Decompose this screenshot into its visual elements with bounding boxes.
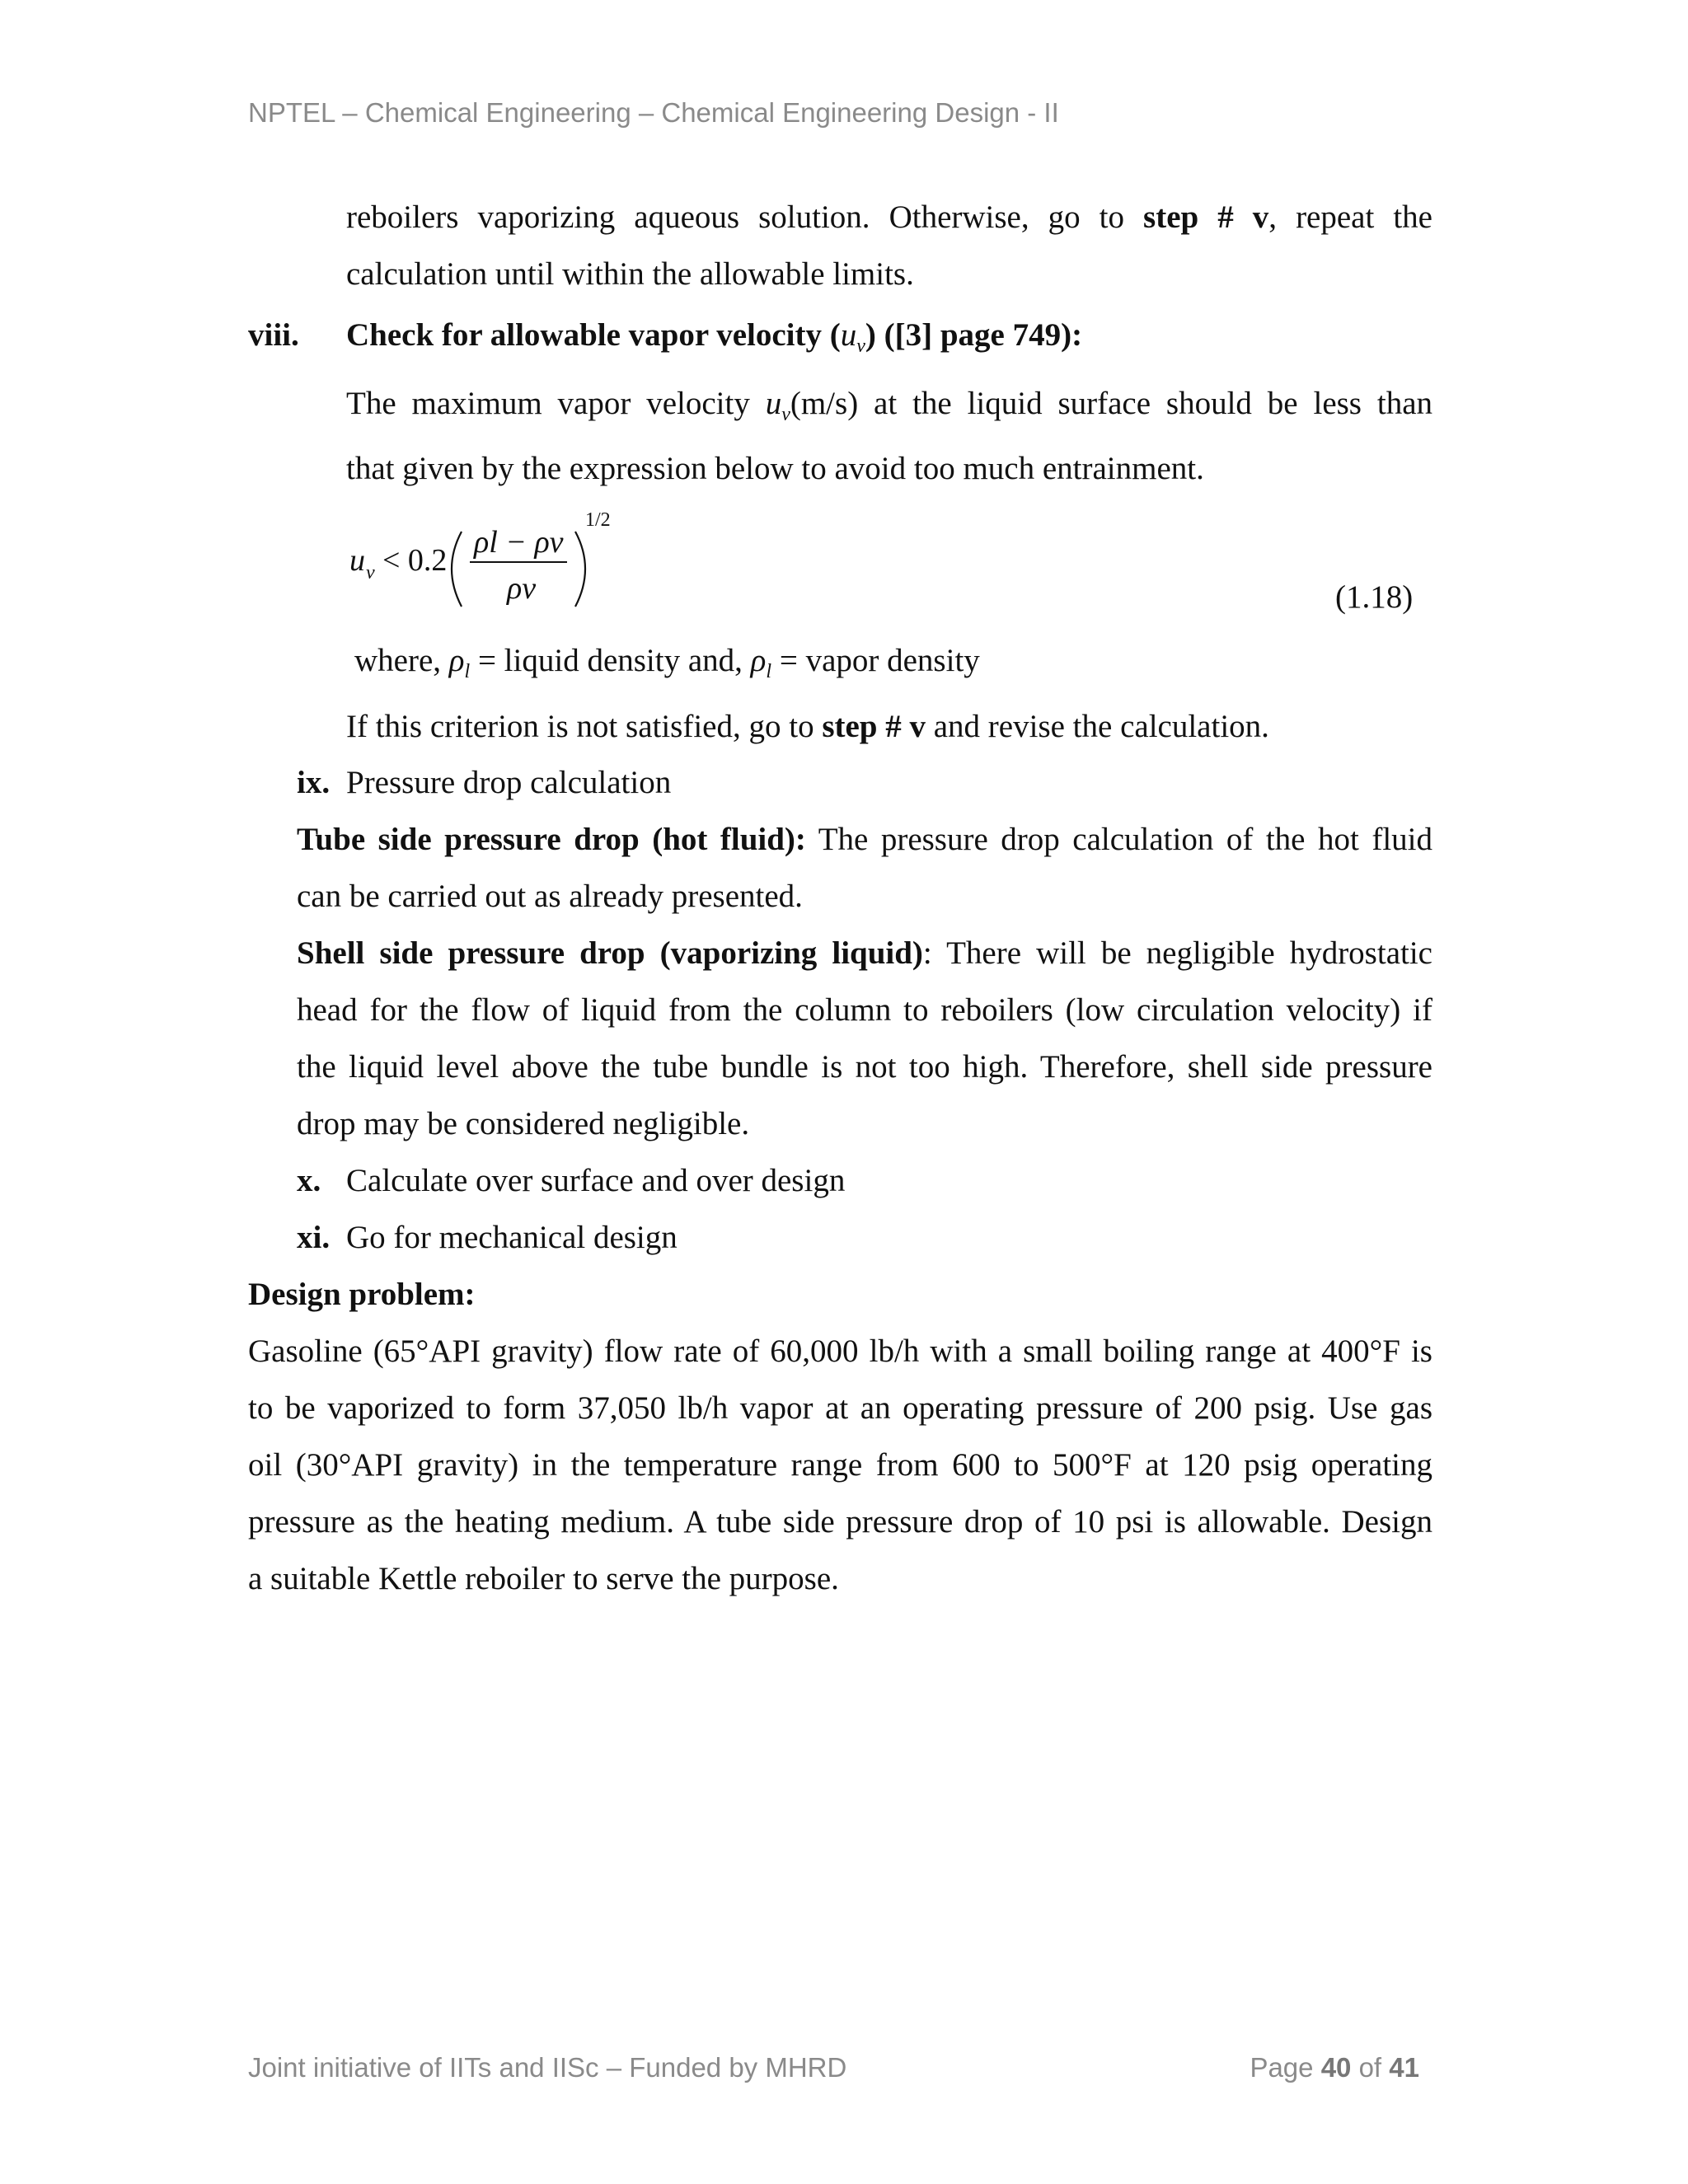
eq-denominator: ρv — [507, 571, 537, 606]
text: If this criterion is not satisfied, go to — [346, 709, 823, 744]
text: The maximum vapor velocity — [346, 386, 750, 421]
eq-relation: < 0.2 — [382, 543, 448, 578]
design-problem-heading: Design problem: — [248, 1277, 476, 1312]
eq-right-paren — [575, 532, 585, 607]
of-word: of — [1358, 2052, 1382, 2083]
text: = liquid density and, — [477, 643, 743, 678]
design-problem-line: Gasoline (65°API gravity) flow rate of 60,000 lb/h with a small boiling range at 400°F is — [248, 1333, 1432, 1369]
design-problem-line: oil (30°API gravity) in the temperature range from 600 to 500°F at 120 psig operating — [248, 1447, 1432, 1483]
step8-line2: that given by the expression below to avoid too much entrainment. — [346, 451, 1204, 486]
equation-1-18 — [346, 511, 626, 618]
shell-side-line4: drop may be considered negligible. — [297, 1106, 750, 1141]
shell-side-heading: Shell side pressure drop (vaporizing liquid) — [297, 935, 923, 971]
step-number-viii: viii. — [248, 317, 299, 353]
text: : There will be negligible hydrostatic — [922, 935, 1432, 971]
step-reference: step # v — [1143, 199, 1269, 235]
equation-number: (1.18) — [1335, 579, 1414, 615]
design-problem-line: to be vaporized to form 37,050 lb/h vapor at an operating pressure of 200 psig. Use gas — [248, 1390, 1432, 1426]
step-number-ix: ix. — [297, 765, 331, 800]
page-indicator — [1250, 2052, 1419, 2083]
shell-side-line1 — [297, 925, 1432, 982]
step9-text: Pressure drop calculation — [346, 765, 672, 800]
var-u: u — [840, 317, 857, 353]
para1-text: , repeat the — [1268, 199, 1432, 235]
tube-side-heading: Tube side pressure drop (hot fluid): — [297, 822, 806, 857]
text: The pressure drop calculation of the hot fluid — [805, 822, 1432, 857]
step-number-x: x. — [297, 1163, 321, 1198]
where-line — [354, 632, 980, 701]
page-number: 40 — [1320, 2052, 1352, 2083]
design-problem-line: pressure as the heating medium. A tube side pressure drop of 10 psi is allowable. Design — [248, 1504, 1432, 1540]
step8-heading — [346, 307, 1082, 375]
eq-lhs-sub: v — [366, 562, 375, 583]
footer-credit: Joint initiative of IITs and IISc – Funded by MHRD — [248, 2052, 847, 2083]
heading-text: Check for allowable vapor velocity ( — [346, 317, 841, 353]
design-problem-line: a suitable Kettle reboiler to serve the purpose. — [248, 1561, 839, 1596]
shell-side-line2: head for the flow of liquid from the column to reboilers (low circulation velocity) if — [297, 992, 1432, 1028]
var-sub: v — [781, 404, 790, 425]
step-reference: step # v — [822, 709, 926, 744]
step-number-xi: xi. — [297, 1220, 331, 1255]
tube-side-line2: can be carried out as already presented. — [297, 879, 803, 914]
rho-symbol: ρ — [448, 643, 465, 678]
step10-text: Calculate over surface and over design — [346, 1163, 846, 1198]
shell-side-line3: the liquid level above the tube bundle is not too high. Therefore, shell side pressure — [297, 1049, 1432, 1085]
page-total: 41 — [1389, 2052, 1419, 2083]
criterion-line — [346, 698, 1269, 755]
tube-side-line1 — [297, 811, 1432, 868]
text: where, — [354, 643, 442, 678]
eq-lhs-var: u — [349, 543, 365, 578]
step11-text: Go for mechanical design — [346, 1220, 678, 1255]
eq-exponent: 1/2 — [585, 511, 611, 531]
step8-line1 — [346, 375, 1432, 443]
page-header: NPTEL – Chemical Engineering – Chemical Engineering Design - II — [248, 97, 1059, 128]
var-sub: v — [856, 335, 865, 357]
var-u: u — [765, 386, 782, 421]
page-word: Page — [1250, 2052, 1314, 2083]
heading-text: ) ([3] page 749): — [865, 317, 1083, 353]
para1-line2: calculation until within the allowable limits. — [346, 256, 914, 292]
para1-line1 — [346, 189, 1432, 246]
text: (m/s) at the liquid surface should be less than — [790, 386, 1432, 421]
rho-sub: l — [464, 661, 471, 682]
text: and revise the calculation. — [926, 709, 1269, 744]
para1-text: reboilers vaporizing aqueous solution. Otherwise, go to — [346, 199, 1144, 235]
eq-left-paren — [452, 532, 462, 607]
rho-symbol: ρ — [750, 643, 767, 678]
text: = vapor density — [779, 643, 980, 678]
rho-sub: l — [766, 661, 772, 682]
eq-numerator: ρl − ρv — [474, 525, 564, 560]
